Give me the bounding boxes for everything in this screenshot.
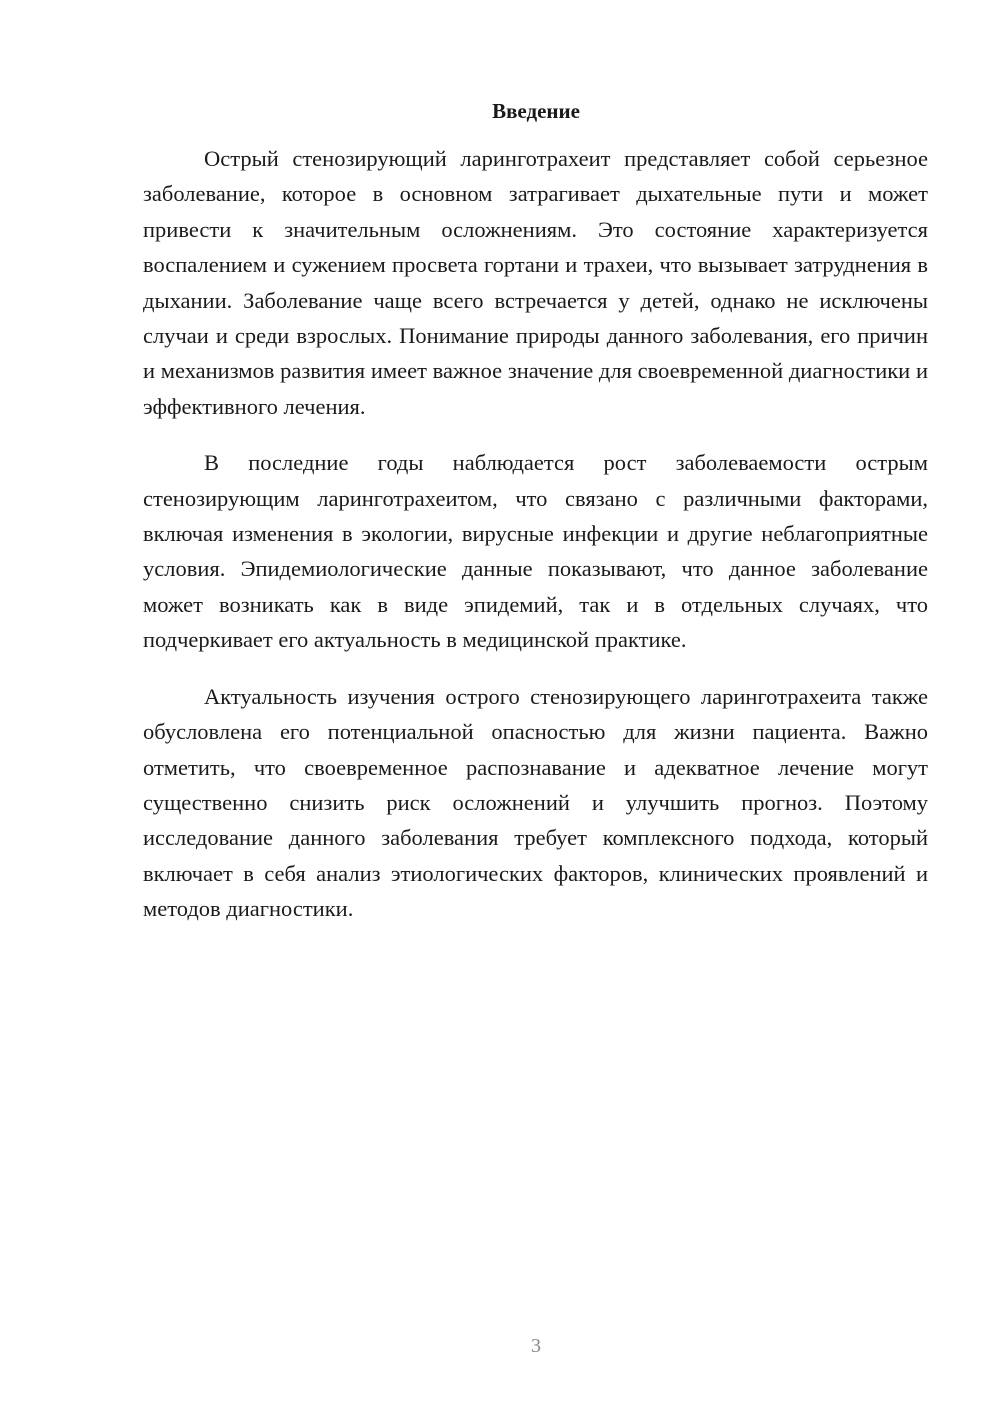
body-text	[143, 141, 928, 927]
paragraph: Острый стенозирующий ларинготрахеит представляет собой серьезное заболевание, которое в основном затрагивает дыхательные пути и может привести к значительным осложнениям. Это состояние характеризуется воспалением и сужением просвета гортани и трахеи, что вызывает затруднения в дыхании. Заболевание чаще всего встречается у детей, однако не исключены случаи и среди взрослых. Понимание природы данного заболевания, его причин и механизмов развития имеет важное значение для своевременной диагностики и эффективного лечения.	[143, 146, 928, 419]
paragraph: В последние годы наблюдается рост заболеваемости острым стенозирующим ларинготрахеитом, что связано с различными факторами, включая изменения в экологии, вирусные инфекции и другие неблагоприятные условия. Эпидемиологические данные показывают, что данное заболевание может возникать как в виде эпидемий, так и в отдельных случаях, что подчеркивает его актуальность в медицинской практике.	[143, 450, 928, 653]
section-heading: Введение	[492, 99, 580, 123]
paragraph: Актуальность изучения острого стенозирующего ларинготрахеита также обусловлена его потенциальной опасностью для жизни пациента. Важно отметить, что своевременное распознавание и адекватное лечение могут существенно снизить риск осложнений и улучшить прогноз. Поэтому исследование данного заболевания требует комплексного подхода, который включает в себя анализ этиологических факторов, клинических проявлений и методов диагностики.	[143, 683, 928, 922]
page-number: 3	[531, 1335, 541, 1357]
